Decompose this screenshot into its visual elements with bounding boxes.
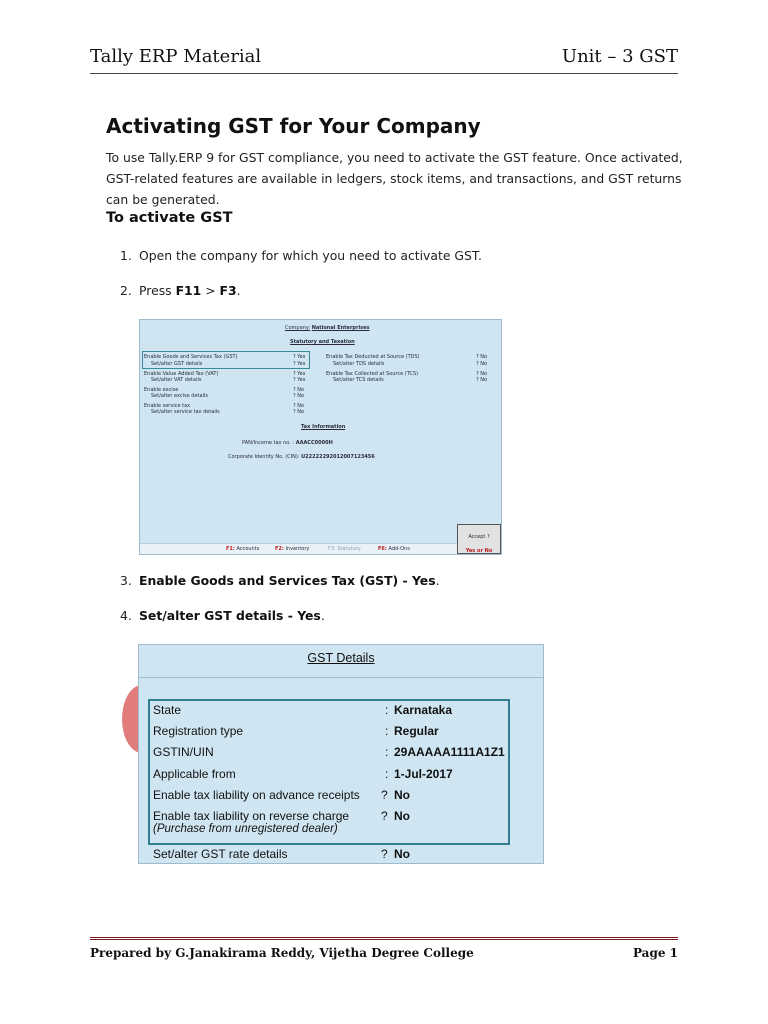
step-1: 1. Open the company for which you need to activate GST.	[120, 248, 482, 263]
page-header	[90, 46, 678, 74]
left-option-label: Set/alter excise details	[151, 393, 208, 399]
step-text: Enable Goods and Services Tax (GST) - Yes.	[139, 573, 440, 588]
key-f11: F11	[175, 283, 202, 298]
footer-author: Prepared by G.Janakirama Reddy, Vijetha Degree College	[90, 946, 474, 960]
fkey-addons: F6: Add-Ons	[378, 546, 410, 552]
right-option-value: ? No	[476, 371, 488, 377]
step-text: Press F11 > F3.	[139, 283, 241, 298]
right-option-value: ? No	[476, 354, 488, 360]
left-option-label: Set/alter GST details	[151, 361, 203, 367]
right-option-value: ? No	[476, 377, 488, 383]
left-option-label: Enable service tax	[144, 403, 191, 409]
left-option-label: Enable Value Added Tax (VAT)	[144, 371, 219, 377]
step-text: Set/alter GST details - Yes.	[139, 608, 325, 623]
fkey-accounts: F1: Accounts	[226, 546, 260, 552]
header-unit: Unit – 3 GST	[561, 46, 678, 67]
step-3: 3. Enable Goods and Services Tax (GST) - Yes.	[120, 573, 440, 588]
company-line: Company: National Enterprises	[285, 325, 370, 331]
left-option-value: ? Yes	[293, 354, 306, 360]
left-option-value: ? No	[293, 409, 305, 415]
page-footer	[90, 937, 678, 960]
left-option-value: ? No	[293, 393, 305, 399]
intro-paragraph: To use Tally.ERP 9 for GST compliance, you need to activate the GST feature. Once activated, GST-related features are available in ledgers, stock items, and transactions, and GST returns can be generated.	[106, 150, 683, 207]
function-key-bar	[140, 543, 501, 554]
left-option-value: ? Yes	[293, 377, 306, 383]
left-option-value: ? Yes	[293, 361, 306, 367]
page-number: Page 1	[632, 946, 678, 960]
right-option-label: Set/alter TDS details	[333, 361, 385, 367]
left-option-label: Enable excise	[144, 387, 179, 393]
left-option-value: ? No	[293, 403, 305, 409]
gst-details-screenshot: GST Details State : Karnataka Registration type : Regular GSTIN/UIN : 29AAAAA1111A1Z1 Applicable from : 1-Jul-2017 Enable tax liability on advance receipts ? No Enable tax liability on reverse charge ? No (Purchase from unregistered dealer) Set/alter GST rate details ? No	[138, 644, 544, 864]
right-option-label: Set/alter TCS details	[333, 377, 384, 383]
key-f3: F3	[219, 283, 237, 298]
pan-line: PAN/Income tax no. : AAACC0000H	[242, 440, 333, 446]
cin-line: Corporate Identity No. (CIN): U22222292012007123456	[228, 454, 375, 460]
reverse-charge-note: (Purchase from unregistered dealer)	[153, 823, 338, 835]
step-4: 4. Set/alter GST details - Yes.	[120, 608, 325, 623]
left-option-label: Set/alter VAT details	[151, 377, 202, 383]
fkey-statutory: F3: Statutory	[328, 546, 361, 552]
fkey-inventory: F2: Inventory	[275, 546, 310, 552]
left-option-label: Enable Goods and Services Tax (GST)	[144, 354, 238, 360]
gst-details-title: GST Details	[307, 651, 375, 665]
step-2: 2. Press F11 > F3.	[120, 283, 241, 298]
right-option-label: Enable Tax Collected at Source (TCS)	[326, 371, 419, 377]
right-option-value: ? No	[476, 361, 488, 367]
step-text: Open the company for which you need to activate GST.	[139, 248, 482, 263]
accept-options: Yes or No	[465, 548, 493, 554]
section-heading: To activate GST	[106, 210, 233, 226]
right-option-label: Enable Tax Deducted at Source (TDS)	[326, 354, 420, 360]
page-title: Activating GST for Your Company	[106, 114, 481, 138]
left-option-value: ? Yes	[293, 371, 306, 377]
accept-dialog	[457, 524, 501, 554]
tally-statutory-screenshot	[139, 319, 502, 555]
header-title: Tally ERP Material	[90, 46, 262, 67]
title-divider	[139, 677, 543, 678]
statutory-section-title: Statutory and Taxation	[290, 339, 355, 345]
left-option-label: Set/alter service tax details	[151, 409, 220, 415]
accept-prompt: Accept ?	[468, 534, 490, 540]
tax-info-title: Tax Information	[301, 424, 346, 430]
left-option-value: ? No	[293, 387, 305, 393]
